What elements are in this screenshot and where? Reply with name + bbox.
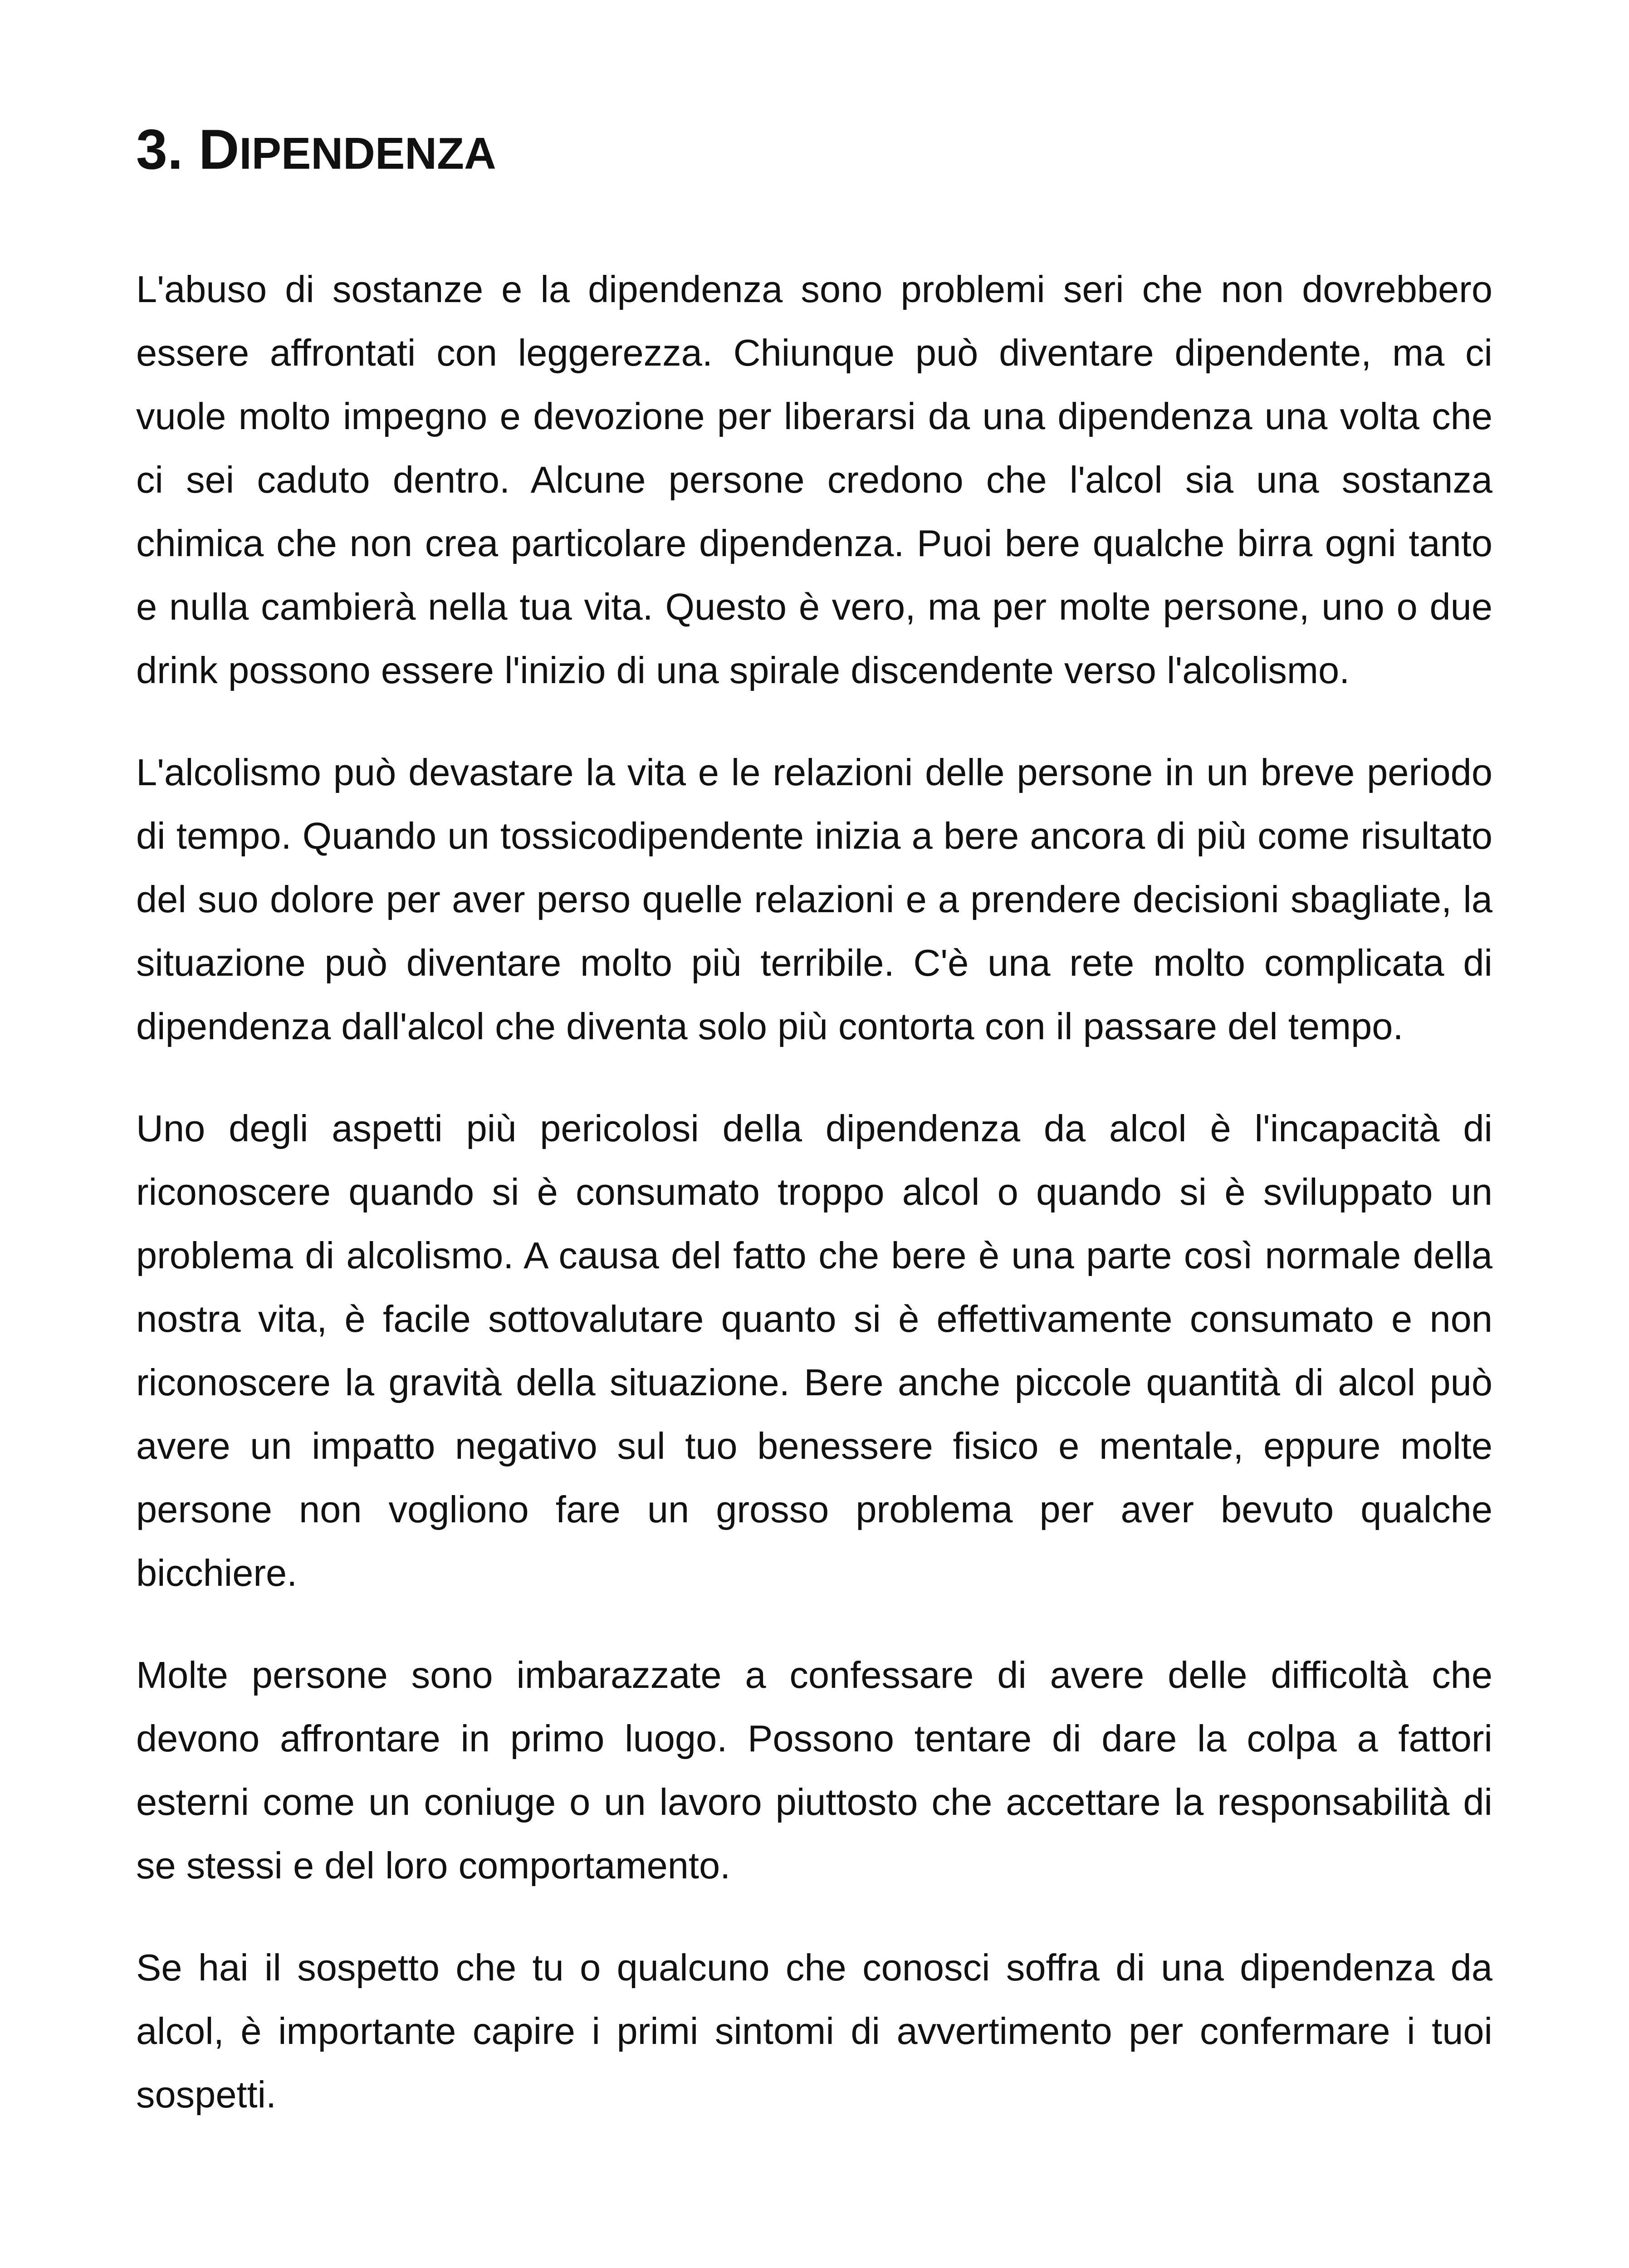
chapter-heading xyxy=(136,113,1492,190)
chapter-title-initial: D xyxy=(198,118,240,181)
body-paragraph-2: L'alcolismo può devastare la vita e le relazioni delle persone in un breve periodo di tempo. Quando un tossicodipendente inizia a bere ancora di più come risultato del suo dolore per aver perso quelle relazioni e a prendere decisioni sbagliate, la situazione può diventare molto più terribile. C'è una rete molto complicata di dipendenza dall'alcol che diventa solo più contorta con il passare del tempo. xyxy=(136,751,1492,1047)
body-paragraph-4: Molte persone sono imbarazzate a confessare di avere delle difficoltà che devono affrontare in primo luogo. Possono tentare di dare la colpa a fattori esterni come un coniuge o un lavoro piuttosto che accettare la responsabilità di se stessi e del loro comportamento. xyxy=(136,1654,1492,1887)
page-content xyxy=(136,113,1492,2126)
body-paragraph-3: Uno degli aspetti più pericolosi della dipendenza da alcol è l'incapacità di riconoscere quando si è consumato troppo alcol o quando si è sviluppato un problema di alcolismo. A causa del fatto che bere è una parte così normale della nostra vita, è facile sottovalutare quanto si è effettivamente consumato e non riconoscere la gravità della situazione. Bere anche piccole quantità di alcol può avere un impatto negativo sul tuo benessere fisico e mentale, eppure molte persone non vogliono fare un grosso problema per aver bevuto qualche bicchiere. xyxy=(136,1107,1492,1594)
body-paragraph-1: L'abuso di sostanze e la dipendenza sono problemi seri che non dovrebbero essere affrontati con leggerezza. Chiunque può diventare dipendente, ma ci vuole molto impegno e devozione per liberarsi da una dipendenza una volta che ci sei caduto dentro. Alcune persone credono che l'alcol sia una sostanza chimica che non crea particolare dipendenza. Puoi bere qualche birra ogni tanto e nulla cambierà nella tua vita. Questo è vero, ma per molte persone, uno o due drink possono essere l'inizio di una spirale discendente verso l'alcolismo. xyxy=(136,268,1492,691)
chapter-number: 3. xyxy=(136,118,183,181)
chapter-title-rest: IPENDENZA xyxy=(239,128,496,178)
body-paragraph-5: Se hai il sospetto che tu o qualcuno che conosci soffra di una dipendenza da alcol, è importante capire i primi sintomi di avvertimento per confermare i tuoi sospetti. xyxy=(136,1946,1492,2116)
